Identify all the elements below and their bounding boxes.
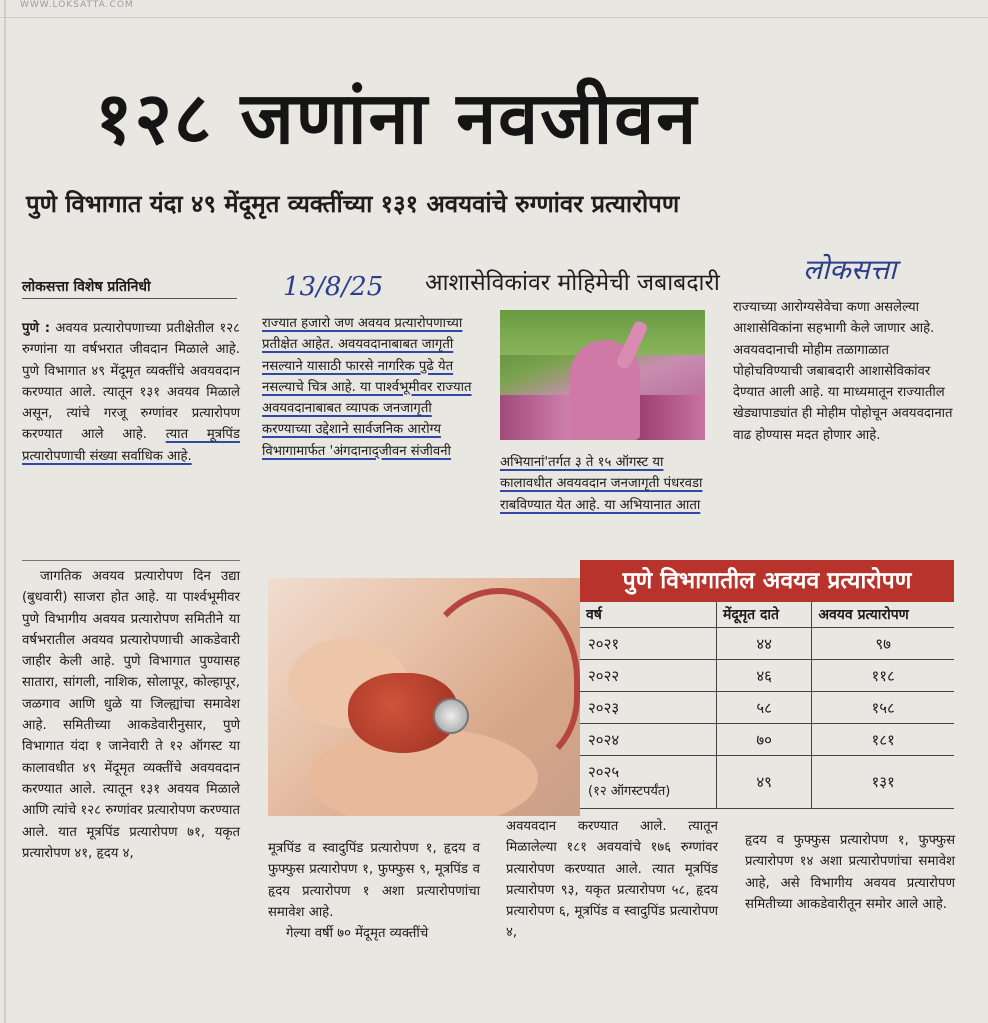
transplants-cell: ११८ — [812, 660, 954, 692]
lead-highlight: त्यात मूत्रपिंड प्रत्यारोपणाची संख्या सर्वाधिक आहे. — [22, 427, 240, 464]
article-column-2-bottom — [268, 838, 480, 944]
donors-cell: ५८ — [716, 692, 811, 724]
transplants-cell: १८१ — [812, 724, 954, 756]
table-row — [580, 756, 954, 809]
campaign-photo — [500, 310, 705, 440]
transplants-cell: १३१ — [812, 756, 954, 809]
year-cell: २०२२ — [580, 660, 716, 692]
headline: १२८ जणांना नवजीवन — [95, 76, 699, 160]
column-2-top-text: राज्यात हजारो जण अवयव प्रत्यारोपणाच्या प्रतीक्षेत आहेत. अवयवदानाबाबत जागृती नसल्याने यासाठी फारसे नागरिक पुढे येत नसल्याचे चित्र आहे. या पार्श्वभूमीवर राज्यात अवयवदानाबाबत व्यापक जनजागृती करण्याच्या उद्देशाने सार्वजनिक आरोग्य विभागामार्फत 'अंगदानाद्जीवन संजीवनी — [262, 316, 472, 459]
column-3-bottom-text: अवयवदान करण्यात आले. त्यातून मिळालेल्या १८१ अवयवांचे १७६ रुग्णांवर प्रत्यारोपण करण्यात आले. त्यात मूत्रपिंड प्रत्यारोपण ९३, यकृत प्रत्यारोपण ५८, हृदय प्रत्यारोपण ६, मूत्रपिंड व स्वादुपिंड प्रत्यारोपण ४, — [506, 819, 718, 941]
year-value: २०२५ — [588, 763, 620, 781]
page-fold-line — [4, 0, 6, 1023]
masthead-url: WWW.LOKSATTA.COM — [20, 0, 134, 10]
organ-donation-photo — [268, 578, 580, 816]
table-row — [580, 724, 954, 756]
handwritten-date: 13/8/25 — [283, 272, 384, 302]
data-table — [580, 602, 954, 809]
column-3-top-text: अभियानां'तर्गत ३ ते १५ ऑगस्ट या कालावधीत अवयवदान जनजागृती पंधरवडा राबविण्यात येत आहे. या अभियानात आता — [500, 455, 703, 513]
article-column-1-lead — [22, 318, 240, 467]
table-row — [580, 628, 954, 660]
column-2-bottom-text: मूत्रपिंड व स्वादुपिंड प्रत्यारोपण १, हृदय व फुफ्फुस प्रत्यारोपण १, फुफ्फुस ९, मूत्रपिंड व हृदय प्रत्यारोपण १ अशा प्रत्यारोपणांचा समावेश आहे. — [268, 841, 480, 920]
column-2-bottom-para2: गेल्या वर्षी ७० मेंदूमृत व्यक्तींचे — [286, 926, 429, 942]
handwritten-brand-note: लोकसत्ता — [803, 253, 897, 286]
article-column-2-top — [262, 313, 484, 462]
table-row — [580, 660, 954, 692]
article-column-4-bottom — [745, 830, 955, 915]
article-column-3-bottom — [506, 816, 718, 944]
table-title: पुणे विभागातील अवयव प्रत्यारोपण — [580, 560, 954, 602]
article-column-3-top — [500, 452, 710, 516]
body-paragraph: जागतिक अवयव प्रत्यारोपण दिन उद्या (बुधवारी) साजरा होत आहे. या पार्श्वभूमीवर पुणे विभागीय अवयव प्रत्यारोपण समितीने या वर्षभरातील अवयव प्रत्यारोपणाची आकडेवारी जाहीर केली आहे. पुणे विभागात पुण्यासह सातारा, सांगली, नाशिक, सोलापूर, कोल्हापूर, जळगाव आणि धुळे या जिल्ह्यांचा समावेश आहे. समितीच्या आकडेवारीनुसार, पुणे विभागात यंदा १ जानेवारी ते १२ ऑगस्ट या कालावधीत ४९ मेंदूमृत व्यक्तींचे अवयवदान करण्यात आले. त्यातून १३१ अवयव मिळाले आणि त्यांचे १२८ रुग्णांवर प्रत्यारोपण करण्यात आले. यात मूत्रपिंड प्रत्यारोपण ७१, यकृत प्रत्यारोपण ४१, हृदय ४, — [22, 569, 240, 861]
donors-cell: ७० — [716, 724, 811, 756]
year-cell — [580, 756, 716, 809]
donors-cell: ४६ — [716, 660, 811, 692]
column-divider — [22, 560, 240, 561]
column-header-year: वर्ष — [580, 602, 716, 628]
byline: लोकसत्ता विशेष प्रतिनिधी — [22, 279, 151, 295]
column-4-bottom-text: हृदय व फुफ्फुस प्रत्यारोपण १, फुफ्फुस प्रत्यारोपण १४ अशा प्रत्यारोपणांचा समावेश आहे, असे विभागीय अवयव प्रत्यारोपण समितीच्या आकडेवारीतून समोर आले आहे. — [745, 833, 955, 912]
column-4-top-text: राज्याच्या आरोग्यसेवेचा कणा असलेल्या आशासेविकांना सहभागी केले जाणार आहे. अवयवदानाची मोहीम तळागाळात पोहोचविण्याची जबाबदारी आशासेविकांवर देण्यात आली आहे. या माध्यमातून राज्यातील खेड्यापाड्यांत ही मोहीम पोहोचून अवयवदानात वाढ होण्यास मदत होणार आहे. — [733, 300, 953, 443]
table-row — [580, 692, 954, 724]
masthead-rule — [0, 17, 988, 18]
donors-cell: ४९ — [716, 756, 811, 809]
subheadline: पुणे विभागात यंदा ४९ मेंदूमृत व्यक्तींच्या १३१ अवयवांचे रुग्णांवर प्रत्यारोपण — [26, 190, 680, 218]
organ-transplant-table — [580, 560, 954, 810]
transplants-cell: ९७ — [812, 628, 954, 660]
table-header-row — [580, 602, 954, 628]
secondary-headline: आशासेविकांवर मोहिमेची जबाबदारी — [425, 270, 720, 296]
transplants-cell: १५८ — [812, 692, 954, 724]
year-cell: २०२४ — [580, 724, 716, 756]
year-cell: २०२१ — [580, 628, 716, 660]
year-note: (१२ ऑगस्टपर्यंत) — [588, 784, 671, 799]
article-column-1-body — [22, 566, 240, 864]
year-cell: २०२३ — [580, 692, 716, 724]
article-column-4-top — [733, 297, 953, 446]
dateline: पुणे : — [22, 321, 51, 336]
donors-cell: ४४ — [716, 628, 811, 660]
column-header-donors: मेंदूमृत दाते — [716, 602, 811, 628]
lead-text: अवयव प्रत्यारोपणाच्या प्रतीक्षेतील १२८ रुग्णांना या वर्षभरात जीवदान मिळाले आहे. पुणे विभागात ४९ मेंदूमृत व्यक्तींचे अवयवदान करण्यात आले. त्यातून १३१ अवयव मिळाले असून, त्यांचे गरजू रुग्णांवर प्रत्यारोपण करण्यात आले आहे. — [22, 321, 241, 443]
byline-rule — [22, 298, 237, 299]
column-header-transplants: अवयव प्रत्यारोपण — [812, 602, 954, 628]
